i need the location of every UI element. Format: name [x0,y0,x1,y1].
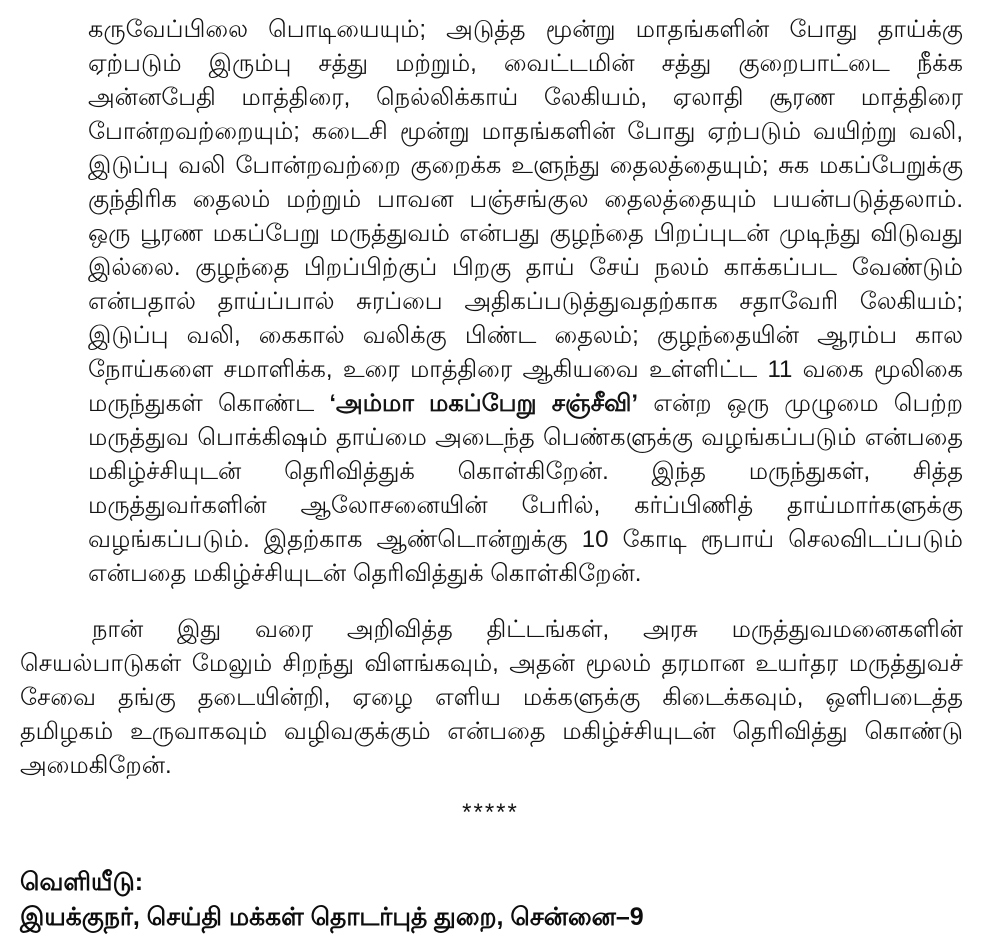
text-line: போன்றவற்றையும்; கடைசி மூன்று மாதங்களின் போது ஏற்படும் வயிற்று வலி, [88,118,963,145]
text-line: மருத்துவர்களின் ஆலோசனையின் பேரில், கர்ப்பிணித் தாய்மார்களுக்கு [88,492,963,519]
text-line: அமைகிறேன். [20,752,172,779]
text-line: குந்திரிக தைலம் மற்றும் பாவன பஞ்சங்குல தைலத்தையும் பயன்படுத்தலாம். [88,186,963,213]
body-paragraph-closing [20,613,963,783]
text-line: மகிழ்ச்சியுடன் தெரிவித்துக் கொள்கிறேன். இந்த மருந்துகள், சித்த [88,458,963,485]
text-line: ஒரு பூரண மகப்பேறு மருத்துவம் என்பது குழந்தை பிறப்புடன் முடிந்து விடுவது [88,220,963,247]
footer-publisher-block [20,865,963,935]
footer-publisher-line: இயக்குநர், செய்தி மக்கள் தொடர்புத் துறை, சென்னை–9 [20,903,644,931]
text-line: நோய்களை சமாளிக்க, உரை மாத்திரை ஆகியவை உள்ளிட்ட 11 வகை மூலிகை [88,356,963,383]
text-line: தமிழகம் உருவாகவும் வழிவகுக்கும் என்பதை மகிழ்ச்சியுடன் தெரிவித்து கொண்டு [20,718,963,745]
section-separator: ***** [462,799,519,826]
body-paragraph-indented [88,13,963,591]
text-line: இல்லை. குழந்தை பிறப்பிற்குப் பிறகு தாய் சேய் நலம் காக்கப்பட வேண்டும் [88,254,963,281]
text-line: ஏற்படும் இரும்பு சத்து மற்றும், வைட்டமின் சத்து குறைபாட்டை நீக்க [88,50,963,77]
text-line: இடுப்பு வலி போன்றவற்றை குறைக்க உளுந்து தைலத்தையும்; சுக மகப்பேறுக்கு [88,152,963,179]
text-line: செயல்பாடுகள் மேலும் சிறந்து விளங்கவும், அதன் மூலம் தரமான உயர்தர மருத்துவச் [20,650,963,677]
text-line: இடுப்பு வலி, கைகால் வலிக்கு பிண்ட தைலம்; குழந்தையின் ஆரம்ப கால [88,322,963,349]
text-line: கருவேப்பிலை பொடியையும்; அடுத்த மூன்று மாதங்களின் போது தாய்க்கு [88,16,963,43]
text-line: அன்னபேதி மாத்திரை, நெல்லிக்காய் லேகியம், ஏலாதி சூரண மாத்திரை [88,84,963,111]
text-line: சேவை தங்கு தடையின்றி, ஏழை எளிய மக்களுக்கு கிடைக்கவும், ஒளிபடைத்த [20,684,963,711]
text-line: நான் இது வரை அறிவித்த திட்டங்கள், அரசு மருத்துவமனைகளின் [92,616,963,643]
footer-publisher-label: வெளியீடு: [20,868,144,896]
text-line: மருத்துவ பொக்கிஷம் தாய்மை அடைந்த பெண்களுக்கு வழங்கப்படும் என்பதை [88,424,963,451]
text-line: என்பதால் தாய்ப்பால் சுரப்பை அதிகப்படுத்துவதற்காக சதாவேரி லேகியம்; [88,288,963,315]
text-line: என்பதை மகிழ்ச்சியுடன் தெரிவித்துக் கொள்கிறேன். [88,560,642,587]
text-line: வழங்கப்படும். இதற்காக ஆண்டொன்றுக்கு 10 கோடி ரூபாய் செலவிடப்படும் [88,526,963,553]
bold-scheme-name: ‘அம்மா மகப்பேறு சஞ்சீவி’ [329,390,639,417]
text-line: மருந்துகள் கொண்ட ‘அம்மா மகப்பேறு சஞ்சீவி’ என்ற ஒரு முழுமை பெற்ற [88,390,963,417]
